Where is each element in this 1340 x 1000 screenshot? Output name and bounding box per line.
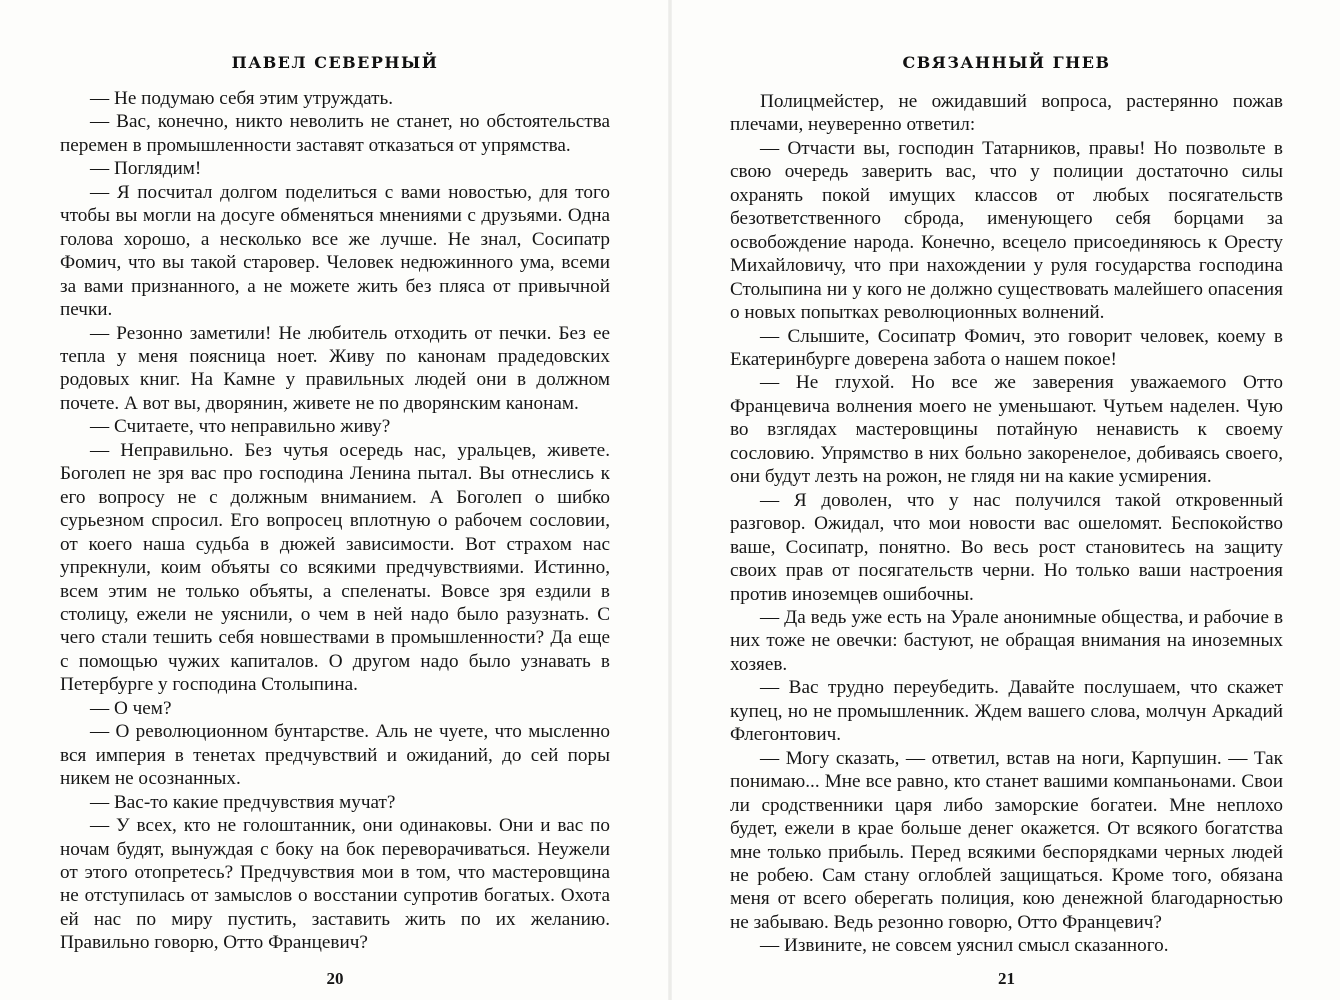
paragraph: — О революционном бунтарстве. Аль не чуете, что мысленно вся империя в тенетах предчувствий и ожиданий, до сей поры никем не осознанных. xyxy=(60,721,610,790)
paragraph: — Считаете, что неправильно живу? xyxy=(90,416,391,438)
page-number: 21 xyxy=(998,969,1015,988)
paragraph: — О чем? xyxy=(90,697,172,719)
right-page-text xyxy=(730,90,1283,958)
paragraph: — Вас трудно переубедить. Давайте послушаем, что скажет купец, но не промышленник. Ждем вашего слова, молчун Аркадий Флегонтович. xyxy=(730,677,1283,746)
right-page xyxy=(730,0,1283,1000)
left-page xyxy=(60,0,610,1000)
paragraph: — Я доволен, что у нас получился такой откровенный разговор. Ожидал, что мои новости вас ошеломят. Беспокойство ваше, Сосипатр, понятно. Во весь рост становитесь на защиту своих прав от посягательств черни. Но только ваши настроения против иноземцев ошибочны. xyxy=(730,489,1283,605)
paragraph: — Я посчитал долгом поделиться с вами новостью, для того чтобы вы могли на досуге обменяться мнениями с друзьями. Одна голова хорошо, а несколько все же лучше. Не знал, Сосипатр Фомич, что вы такой старовер. Человек недюжинного ума, всеми за вами признанного, а не можете жить без пляса от привычной печки. xyxy=(60,181,610,321)
paragraph: — Неправильно. Без чутья осередь нас, уральцев, живете. Боголеп не зря вас про господина Ленина пытал. Вы отнеслись к его вопросу не с должным вниманием. А Боголеп о шибко сурьезном спросил. Его вопросец вплотную о рабочем сословии, от коего наша судьба в дюжей зависимости. Вот страхом нас упрекнули, коим объяты со всякими предчувствиями. Истинно, всем этим не только объяты, а спеленаты. Вовсе зря ездили в столицу, ежели не уяснили, о чем в ней надо было разузнать. С чего стали тешить себя новшествами в промышленности? Да еще с помощью чужих капиталов. О другом надо было узнавать в Петербурге у господина Столыпина. xyxy=(60,439,610,696)
page-number: 20 xyxy=(326,969,344,988)
paragraph: — Могу сказать, — ответил, встав на ноги, Карпушин. — Так понимаю... Мне все равно, кто станет вашими компаньонами. Свои ли сродственники царя либо заморские богатеи. Мне неплохо будет, ежели в крае больше денег окажется. От всякого богатства мне только прибыль. Перед всякими беспорядками черных людей не робею. Сам стану оглоблей защищаться. Кроме того, обязана меня от всего оберегать полиция, кою денежной благодарностью не забываю. Ведь резонно говорю, Отто Францевич? xyxy=(730,747,1283,933)
running-head-title: СВЯЗАННЫЙ ГНЕВ xyxy=(902,53,1111,72)
paragraph: — Вас, конечно, никто неволить не станет, но обстоятельства перемен в промышленности заставят отказаться от упрямства. xyxy=(60,111,610,156)
page-gutter xyxy=(668,0,672,1000)
paragraph: — Да ведь уже есть на Урале анонимные общества, и рабочие в них тоже не овечки: бастуют, не обращая внимания на иноземных хозяев. xyxy=(730,606,1283,675)
paragraph: — У всех, кто не голоштанник, они одинаковы. Они и вас по ночам будят, вынуждая с боку на бок переворачиваться. Неужели от этого отопретесь? Предчувствия мои в том, что мастеровщина не отступилась от замыслов о восстании супротив богатых. Охота ей нас по миру пустить, заставить жить по их желанию. Правильно говорю, Отто Францевич? xyxy=(60,815,610,954)
paragraph: Полицмейстер, не ожидавший вопроса, растерянно пожав плечами, неуверенно ответил: xyxy=(730,91,1283,136)
paragraph: — Отчасти вы, господин Татарников, правы! Но позвольте в свою очередь заверить вас, что у полиции достаточно силы охранять покой имущих классов от любых посягательств безответственного сброда, именующего себя борцами за освобождение народа. Конечно, всецело присоединяюсь к Оресту Михайловичу, что при нахождении у руля государства господина Столыпина ни у кого не должно существовать малейшего опасения о новых попытках революционных волнений. xyxy=(730,137,1283,324)
paragraph: — Не подумаю себя этим утруждать. xyxy=(90,88,394,109)
running-head-author: ПАВЕЛ СЕВЕРНЫЙ xyxy=(231,53,439,72)
left-page-text xyxy=(60,87,610,955)
paragraph: — Вас-то какие предчувствия мучат? xyxy=(90,791,396,813)
paragraph: — Не глухой. Но все же заверения уважаемого Отто Францевича волнения моего не уменьшают. Чутьем наделен. Чую во взглядах мастеровщины потайную ненависть к своему сословию. Упрямство в них больно закоренелое, добиваясь своего, они будут лезть на рожон, не глядя ни на какие усмирения. xyxy=(730,372,1283,488)
paragraph: — Резонно заметили! Не любитель отходить от печки. Без ее тепла у меня поясница ноет. Живу по канонам прадедовских родовых книг. На Камне у правильных людей они в должном почете. А вот вы, дворянин, живете не по дворянским канонам. xyxy=(60,322,610,414)
paragraph: — Извините, не совсем уяснил смысл сказанного. xyxy=(760,935,1169,957)
paragraph: — Поглядим! xyxy=(90,158,202,180)
paragraph: — Слышите, Сосипатр Фомич, это говорит человек, коему в Екатеринбурге доверена забота о нашем покое! xyxy=(730,325,1283,370)
